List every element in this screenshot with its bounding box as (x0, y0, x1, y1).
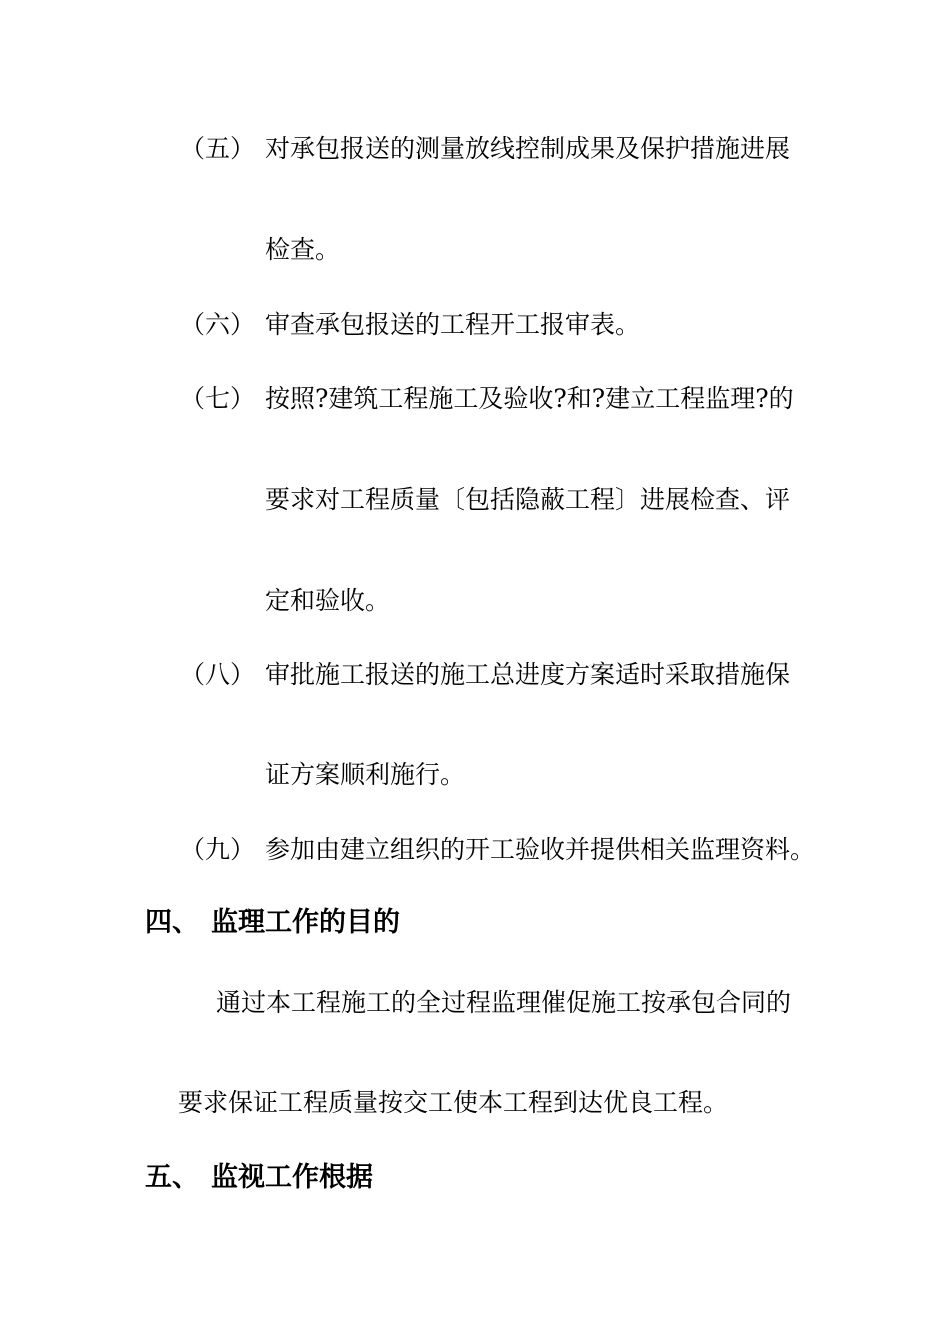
item-5-line-2: 检查。 (265, 235, 341, 264)
item-8-number: （八） (180, 660, 256, 689)
item-6-number: （六） (180, 310, 256, 339)
section-4-heading (145, 905, 400, 941)
section-4-paragraph-line-1: 通过本工程施工的全过程监理催促施工按承包合同的 (216, 988, 792, 1017)
section-5-heading (145, 1160, 373, 1196)
item-5-number: （五） (180, 134, 256, 163)
item-9-number: （九） (180, 835, 256, 864)
item-7-number: （七） (180, 384, 256, 413)
section-4-number: 四、 (145, 907, 199, 938)
item-5-line-1: 对承包报送的测量放线控制成果及保护措施进展 (265, 134, 791, 163)
section-5-number: 五、 (145, 1162, 199, 1193)
item-6-line-1: 审查承包报送的工程开工报审表。 (265, 310, 641, 339)
section-4-paragraph-line-2: 要求保证工程质量按交工使本工程到达优良工程。 (178, 1088, 729, 1117)
item-7-line-3: 定和验收。 (265, 586, 391, 615)
item-9-line-1: 参加由建立组织的开工验收并提供相关监理资料。 (265, 835, 816, 864)
item-8-line-2: 证方案顺利施行。 (265, 760, 466, 789)
section-4-title: 监理工作的目的 (211, 907, 400, 938)
item-7-line-2: 要求对工程质量〔包括隐蔽工程〕进展检查、评 (265, 485, 791, 514)
item-7-line-1: 按照?建筑工程施工及验收?和?建立工程监理?的 (265, 384, 794, 413)
item-8-line-1: 审批施工报送的施工总进度方案适时采取措施保 (265, 660, 791, 689)
section-5-title: 监视工作根据 (211, 1162, 373, 1193)
